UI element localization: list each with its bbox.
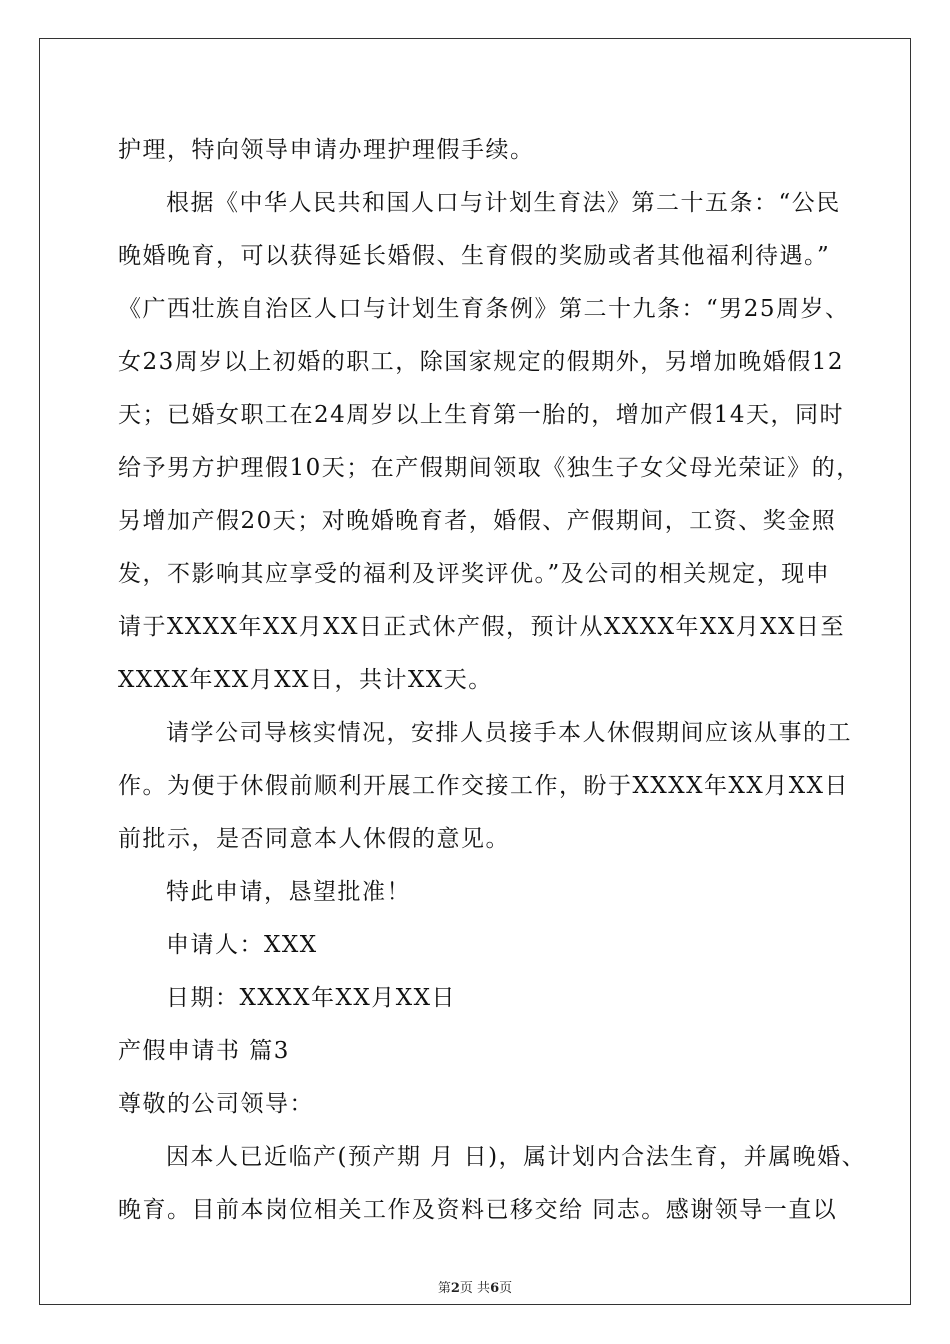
current-page-number: 2 [450, 1281, 460, 1296]
paragraph-line: 晚婚晚育，可以获得延长婚假、生育假的奖励或者其他福利待遇。” [118, 243, 831, 269]
paragraph-line: 根据《中华人民共和国人口与计划生育法》第二十五条：“公民 [166, 190, 841, 216]
paragraph-line: 《广西壮族自治区人口与计划生育条例》第二十九条：“男25周岁、 [118, 296, 850, 322]
paragraph-line: XXXX年XX月XX日，共计XX天。 [118, 667, 493, 693]
paragraph-line: 另增加产假20天；对晚婚晚育者，婚假、产假期间，工资、奖金照 [118, 508, 837, 534]
document-body [118, 124, 867, 1237]
footer-middle: 页 共 [459, 1281, 491, 1296]
page-footer [0, 1277, 950, 1296]
section-heading: 产假申请书 篇3 [118, 1038, 290, 1064]
date-line: 日期：XXXX年XX月XX日 [166, 985, 456, 1011]
applicant-line: 申请人：XXX [166, 932, 318, 958]
paragraph-line: 作。为便于休假前顺利开展工作交接工作，盼于XXXX年XX月XX日 [118, 773, 849, 799]
paragraph-line: 发，不影响其应享受的福利及评奖评优。”及公司的相关规定，现申 [118, 561, 831, 587]
total-page-count: 6 [490, 1281, 500, 1296]
paragraph-line: 因本人已近临产(预产期 月 日)，属计划内合法生育，并属晚婚、 [166, 1144, 867, 1170]
closing-line: 特此申请，恳望批准！ [166, 879, 411, 905]
paragraph-line: 天；已婚女职工在24周岁以上生育第一胎的，增加产假14天，同时 [118, 402, 845, 428]
paragraph-line: 护理，特向领导申请办理护理假手续。 [118, 137, 535, 163]
paragraph-line: 请于XXXX年XX月XX日正式休产假，预计从XXXX年XX月XX日至 [118, 614, 845, 640]
paragraph-line: 女23周岁以上初婚的职工，除国家规定的假期外，另增加晚婚假12 [118, 349, 845, 375]
paragraph-line: 请学公司导核实情况，安排人员接手本人休假期间应该从事的工 [166, 720, 852, 746]
paragraph-line: 晚育。目前本岗位相关工作及资料已移交给 同志。感谢领导一直以 [118, 1197, 838, 1223]
salutation-line: 尊敬的公司领导： [118, 1091, 314, 1117]
paragraph-line: 给予男方护理假10天；在产假期间领取《独生子女父母光荣证》的， [118, 455, 861, 481]
footer-suffix: 页 [499, 1281, 513, 1296]
footer-prefix: 第 [437, 1281, 451, 1296]
paragraph-line: 前批示，是否同意本人休假的意见。 [118, 826, 510, 852]
